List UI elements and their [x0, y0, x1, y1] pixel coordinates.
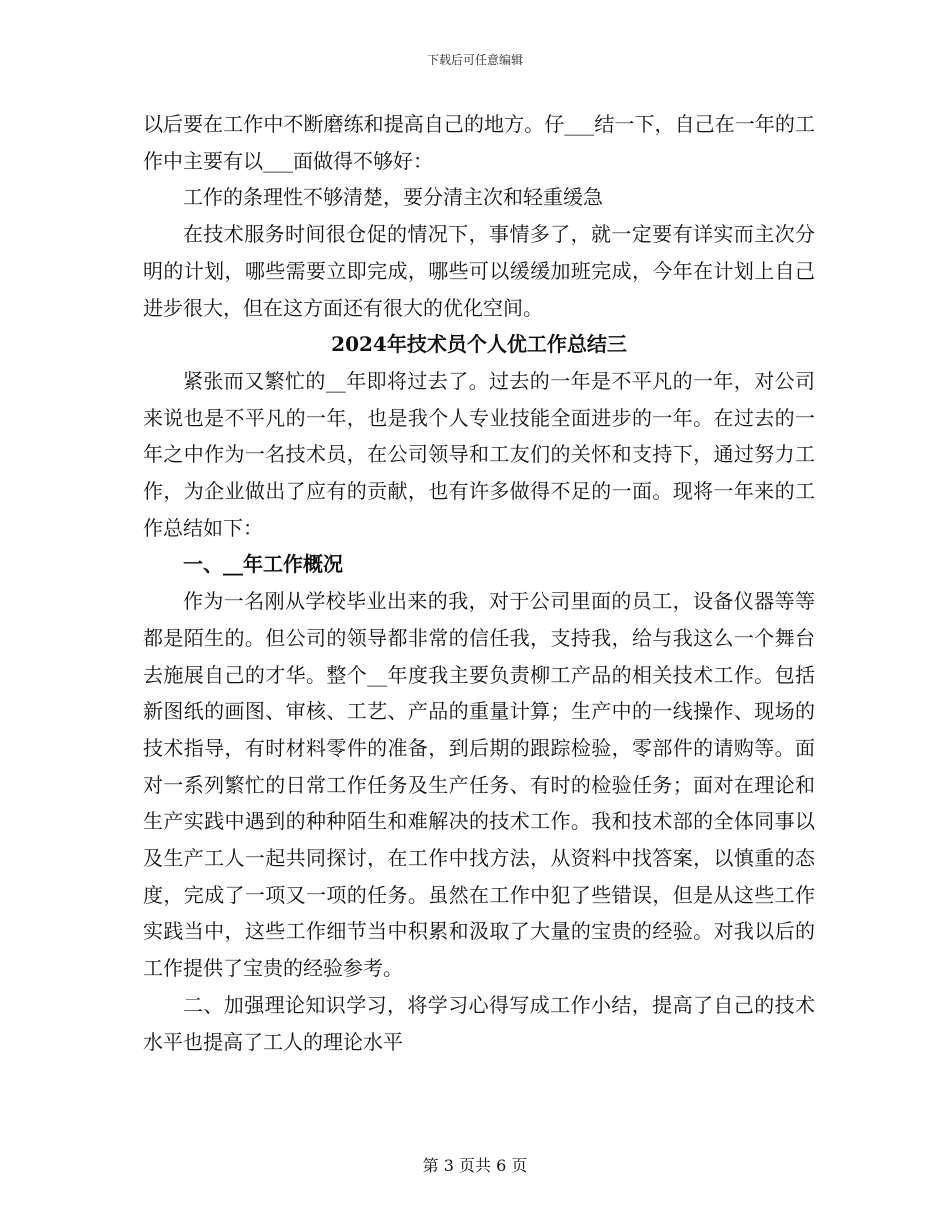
document-body — [143, 106, 815, 1060]
section-title: 2024年技术员个人优工作总结三 — [331, 332, 627, 357]
paragraph-subpoint: 工作的条理性不够清楚，要分清主次和轻重缓急 — [183, 185, 603, 210]
paragraph-study: 二、加强理论知识学习，将学习心得写成工作小结，提高了自己的技术水平也提高了工人的理论水平 — [143, 992, 815, 1054]
page-footer: 第 3 页共 6 页 — [422, 1156, 528, 1175]
section-heading-overview: 一、__年工作概况 — [183, 552, 343, 577]
paragraph-continuation: 以后要在工作中不断磨练和提高自己的地方。仔___结一下，自己在一年的工作中主要有以___面做得不够好： — [143, 112, 815, 173]
paragraph-overview: 作为一名刚从学校毕业出来的我，对于公司里面的员工，设备仪器等等都是陌生的。但公司的领导都非常的信任我，支持我，给与我这么一个舞台去施展自己的才华。整个__年度我主要负责柳工产品的相关技术工作。包括新图纸的画图、审核、工艺、产品的重量计算；生产中的一线操作、现场的技术指导，有时材料零件的准备，到后期的跟踪检验，零部件的请购等。面对一系列繁忙的日常工作任务及生产任务、有时的检验任务；面对在理论和生产实践中遇到的种种陌生和难解决的技术工作。我和技术部的全体同事以及生产工人一起共同探讨，在工作中找方法，从资料中找答案，以慎重的态度，完成了一项又一项的任务。虽然在工作中犯了些错误，但是从这些工作实践当中，这些工作细节当中积累和汲取了大量的宝贵的经验。对我以后的工作提供了宝贵的经验参考。 — [143, 589, 815, 981]
paragraph-planning: 在技术服务时间很仓促的情况下，事情多了，就一定要有详实而主次分明的计划，哪些需要立即完成，哪些可以缓缓加班完成，今年在计划上自己进步很大，但在这方面还有很大的优化空间。 — [143, 222, 815, 320]
paragraph-intro: 紧张而又繁忙的__年即将过去了。过去的一年是不平凡的一年，对公司来说也是不平凡的一年，也是我个人专业技能全面进步的一年。在过去的一年之中作为一名技术员，在公司领导和工友们的关怀和支持下，通过努力工作，为企业做出了应有的贡献，也有许多做得不足的一面。现将一年来的工作总结如下： — [143, 368, 815, 540]
page-header: 下载后可任意编辑 — [426, 53, 523, 67]
